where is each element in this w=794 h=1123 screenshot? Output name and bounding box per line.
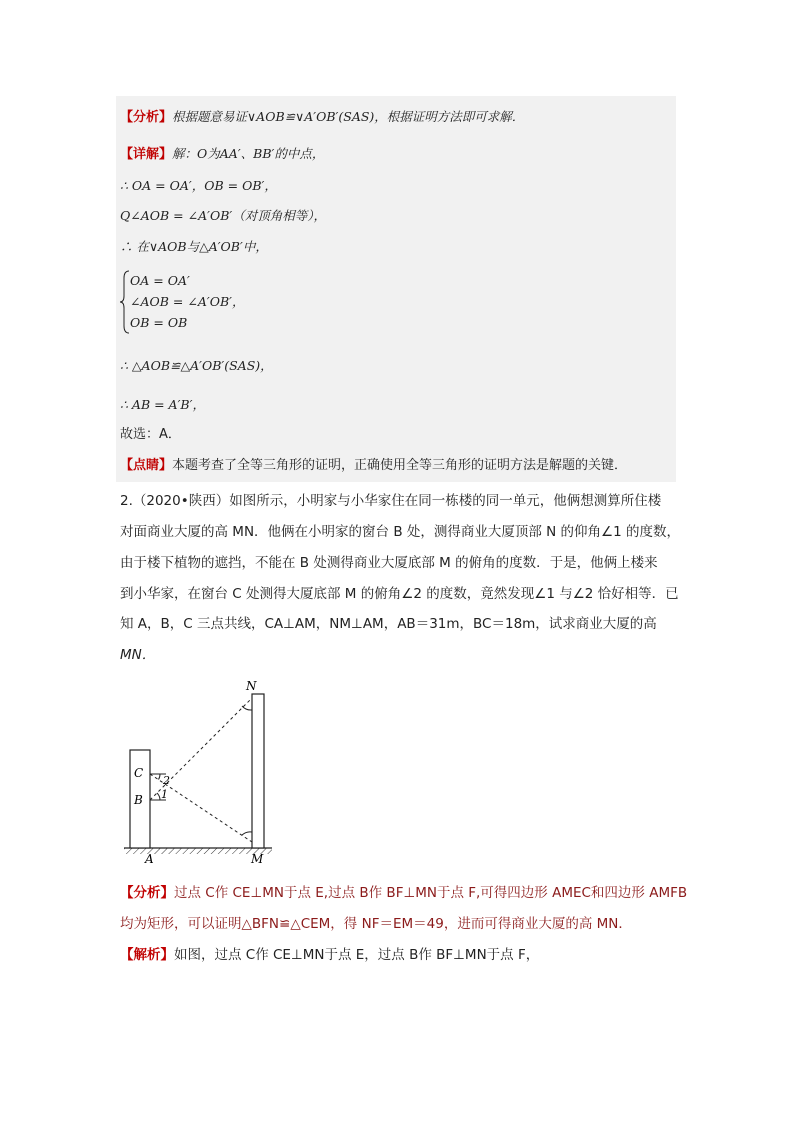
system-line-3: OB = OB <box>130 315 188 330</box>
building-figure <box>120 676 280 866</box>
step-4: ∴ △AOB≌△A′OB′(SAS)， <box>120 358 273 373</box>
answer-line: 故选：A． <box>120 427 181 442</box>
label-b: B <box>134 793 143 807</box>
solution2-solve-line <box>120 945 539 965</box>
solution2-analysis-line-1 <box>120 883 687 903</box>
problem-line-4: 到小华家，在窗台 C 处测得大厦底部 M 的俯角∠2 的度数，竟然发现∠1 与∠2 恰好相等．已 <box>120 586 679 602</box>
comment-tag: 【点睛】 <box>120 458 173 473</box>
congruence-system <box>130 270 244 333</box>
detail-line <box>120 145 324 164</box>
label-angle-1: 1 <box>161 788 168 801</box>
step-1: ∴ OA = OA′，OB = OB′， <box>120 178 277 193</box>
angle-1-arc <box>157 793 160 800</box>
problem-line-2: 对面商业大厦的高 MN．他俩在小明家的窗台 B 处，测得商业大厦顶部 N 的仰角∠1 的度数， <box>120 524 681 540</box>
step-2: Q∠AOB = ∠A′OB′（对顶角相等）， <box>120 208 326 223</box>
label-a: A <box>145 852 154 866</box>
solution2-solve-tag: 【解析】 <box>120 947 174 963</box>
step-3: ∴ 在∨AOB与△A′OB′中， <box>120 239 268 254</box>
analysis-line <box>120 108 524 127</box>
analysis-tag: 【分析】 <box>120 110 173 125</box>
system-line-1: OA = OA′ <box>130 273 190 288</box>
solution2-analysis-line-2: 均为矩形，可以证明△BFN≌△CEM，得 NF＝EM＝49，进而可得商业大厦的高 MN． <box>120 916 632 932</box>
analysis-text: 根据题意易证∨AOB≌∨A′OB′(SAS)，根据证明方法即可求解． <box>172 109 525 124</box>
detail-intro: 解：O为AA′、BB′的中点， <box>172 146 325 161</box>
solution2-solve-text: 如图，过点 C作 CE⊥MN于点 E，过点 B作 BF⊥MN于点 F， <box>174 947 540 963</box>
curly-brace <box>120 270 130 334</box>
detail-tag: 【详解】 <box>120 147 173 162</box>
problem-line-6: MN． <box>120 647 156 663</box>
angle-m-arc <box>242 832 252 835</box>
label-m: M <box>251 852 264 866</box>
angle-2-arc <box>159 774 161 780</box>
system-line-2: ∠AOB = ∠A′OB′， <box>130 294 245 309</box>
problem-line-1: 2.（2020•陕西）如图所示，小明家与小华家住在同一栋楼的同一单元，他俩想测算所住楼 <box>120 493 662 509</box>
solution2-analysis-tag: 【分析】 <box>120 885 174 901</box>
problem-line-5: 知 A，B，C 三点共线，CA⊥AM，NM⊥AM，AB＝31m，BC＝18m，试求商业大厦的高 <box>120 616 657 632</box>
step-5: ∴ AB = A′B′， <box>120 397 205 412</box>
label-n: N <box>246 679 257 693</box>
label-angle-2: 2 <box>163 774 170 787</box>
solution2-analysis-text-1: 过点 C作 CE⊥MN于点 E,过点 B作 BF⊥MN于点 F,可得四边形 AMEC和四边形 AMFB <box>174 885 688 901</box>
comment-text: 本题考查了全等三角形的证明，正确使用全等三角形的证明方法是解题的关键． <box>172 458 628 473</box>
problem-line-3: 由于楼下植物的遮挡，不能在 B 处测得商业大厦底部 M 的俯角的度数．于是，他俩上楼来 <box>120 555 658 571</box>
commercial-building <box>252 694 264 848</box>
comment-line <box>120 457 627 475</box>
label-c: C <box>134 766 144 780</box>
